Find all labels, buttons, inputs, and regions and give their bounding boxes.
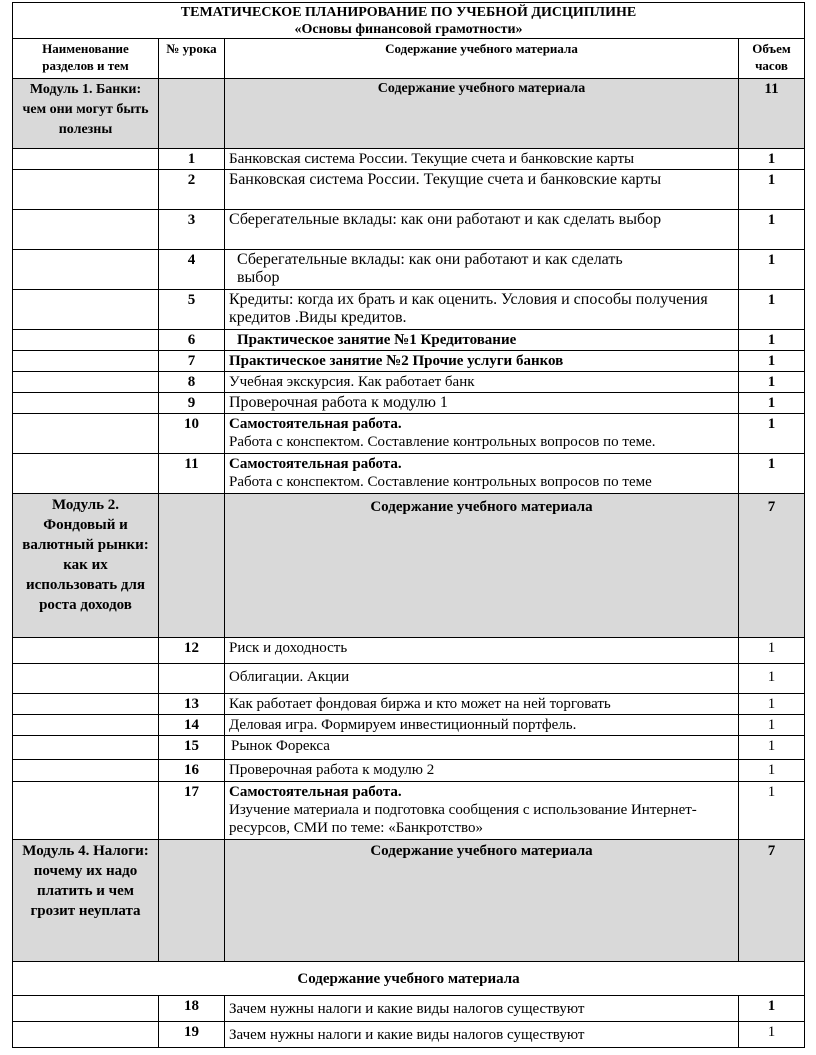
module-4-empty <box>159 840 225 962</box>
section-cell <box>13 638 159 664</box>
lesson-number: 3 <box>159 210 225 250</box>
lesson-number: 15 <box>159 736 225 760</box>
lesson-topic-detail: Работа с конспектом. Составление контрольных вопросов по теме <box>229 474 652 490</box>
lesson-topic: Деловая игра. Формируем инвестиционный портфель. <box>225 715 739 736</box>
section-cell <box>13 372 159 393</box>
module-2-empty <box>159 494 225 638</box>
lesson-hours: 1 <box>739 760 805 782</box>
lesson-topic: Банковская система России. Текущие счета и банковские карты <box>225 149 739 170</box>
title-line-1: ТЕМАТИЧЕСКОЕ ПЛАНИРОВАНИЕ ПО УЧЕБНОЙ ДИСЦИПЛИНЕ <box>180 5 637 20</box>
table-row <box>13 736 805 760</box>
table-row <box>13 210 805 250</box>
lesson-hours: 1 <box>739 694 805 715</box>
lesson-hours: 1 <box>739 715 805 736</box>
lesson-hours: 1 <box>739 393 805 414</box>
lesson-topic: Проверочная работа к модулю 1 <box>225 393 739 414</box>
table-row <box>13 330 805 351</box>
lesson-number: 5 <box>159 290 225 330</box>
table-row <box>13 664 805 694</box>
table-row <box>13 760 805 782</box>
section-cell <box>13 760 159 782</box>
lesson-topic-detail: Работа с конспектом. Составление контрольных вопросов по теме. <box>229 434 656 450</box>
lesson-hours: 1 <box>739 351 805 372</box>
lesson-topic: Учебная экскурсия. Как работает банк <box>225 372 739 393</box>
lesson-hours: 1 <box>739 330 805 351</box>
lesson-hours: 1 <box>739 736 805 760</box>
module-4-hours: 7 <box>739 840 805 962</box>
lesson-number: 6 <box>159 330 225 351</box>
table-row <box>13 351 805 372</box>
lesson-hours: 1 <box>739 210 805 250</box>
module-1-empty <box>159 79 225 149</box>
lesson-hours: 1 <box>739 454 805 494</box>
lesson-number: 18 <box>159 996 225 1022</box>
lesson-topic: Зачем нужны налоги и какие виды налогов существуют <box>225 1022 739 1048</box>
lesson-number <box>159 664 225 694</box>
lesson-number: 11 <box>159 454 225 494</box>
module-4-content-label-row: Содержание учебного материала <box>13 962 805 996</box>
lesson-hours: 1 <box>739 996 805 1022</box>
table-row <box>13 290 805 330</box>
section-cell <box>13 1022 159 1048</box>
section-cell <box>13 250 159 290</box>
lesson-hours: 1 <box>739 414 805 454</box>
lesson-number: 10 <box>159 414 225 454</box>
lesson-topic: Сберегательные вклады: как они работают и как сделать выбор <box>225 210 739 250</box>
section-cell <box>13 149 159 170</box>
table-row <box>13 170 805 210</box>
section-cell <box>13 330 159 351</box>
lesson-hours: 1 <box>739 1022 805 1048</box>
header-content: Содержание учебного материала <box>225 39 739 79</box>
module-4-name: Модуль 4. Налоги: почему их надо платить и чем грозит неуплата <box>13 840 159 962</box>
lesson-topic: Проверочная работа к модулю 2 <box>225 760 739 782</box>
section-cell <box>13 393 159 414</box>
module-2-hours: 7 <box>739 494 805 638</box>
lesson-number: 19 <box>159 1022 225 1048</box>
table-row <box>13 393 805 414</box>
table-row <box>13 715 805 736</box>
lesson-topic: Зачем нужны налоги и какие виды налогов существуют <box>225 996 739 1022</box>
lesson-number: 7 <box>159 351 225 372</box>
lesson-topic-title: Самостоятельная работа. <box>229 784 402 800</box>
module-1-content-label: Содержание учебного материала <box>225 79 739 149</box>
table-row <box>13 250 805 290</box>
lesson-number: 1 <box>159 149 225 170</box>
lesson-hours: 1 <box>739 638 805 664</box>
lesson-topic: Риск и доходность <box>225 638 739 664</box>
lesson-topic <box>225 782 739 840</box>
section-cell <box>13 736 159 760</box>
section-cell <box>13 414 159 454</box>
section-cell <box>13 170 159 210</box>
module-1-hours: 11 <box>739 79 805 149</box>
lesson-number: 16 <box>159 760 225 782</box>
document-title <box>13 3 805 39</box>
lesson-topic-detail: Изучение материала и подготовка сообщения с использование Интернет-ресурсов, СМИ по теме: «Банкротство» <box>229 802 697 836</box>
header-sections: Наименование разделов и тем <box>13 39 159 79</box>
section-cell <box>13 351 159 372</box>
lesson-hours: 1 <box>739 170 805 210</box>
table-row <box>13 372 805 393</box>
title-line-2: «Основы финансовой грамотности» <box>294 22 523 37</box>
module-1-name: Модуль 1. Банки: чем они могут быть полезны <box>13 79 159 149</box>
table-row <box>13 694 805 715</box>
section-cell <box>13 210 159 250</box>
header-lesson-number: № урока <box>159 39 225 79</box>
section-cell <box>13 664 159 694</box>
lesson-number: 9 <box>159 393 225 414</box>
lesson-hours: 1 <box>739 782 805 840</box>
section-cell <box>13 454 159 494</box>
lesson-hours: 1 <box>739 149 805 170</box>
section-cell <box>13 996 159 1022</box>
lesson-topic-title: Самостоятельная работа. <box>229 416 402 432</box>
section-cell <box>13 715 159 736</box>
lesson-hours: 1 <box>739 372 805 393</box>
table-row <box>13 1022 805 1048</box>
lesson-topic: Банковская система России. Текущие счета и банковские карты <box>225 170 739 210</box>
module-2-content-label: Содержание учебного материала <box>225 494 739 638</box>
lesson-topic: Сберегательные вклады: как они работают и как сделать выбор <box>225 250 739 290</box>
lesson-number: 12 <box>159 638 225 664</box>
lesson-topic <box>225 414 739 454</box>
module-2-name: Модуль 2. Фондовый и валютный рынки: как их использовать для роста доходов <box>13 494 159 638</box>
lesson-topic: Рынок Форекса <box>225 736 739 760</box>
section-cell <box>13 782 159 840</box>
lesson-topic: Кредиты: когда их брать и как оценить. Условия и способы получения кредитов .Виды кредитов. <box>225 290 739 330</box>
lesson-number: 14 <box>159 715 225 736</box>
table-row <box>13 782 805 840</box>
lesson-topic-title: Самостоятельная работа. <box>229 456 402 472</box>
table-row <box>13 414 805 454</box>
lesson-number: 4 <box>159 250 225 290</box>
table-row <box>13 996 805 1022</box>
table-row <box>13 454 805 494</box>
table-row <box>13 638 805 664</box>
lesson-hours: 1 <box>739 250 805 290</box>
header-hours: Объем часов <box>739 39 805 79</box>
lesson-number: 13 <box>159 694 225 715</box>
lesson-number: 17 <box>159 782 225 840</box>
lesson-topic: Как работает фондовая биржа и кто может на ней торговать <box>225 694 739 715</box>
table-row <box>13 962 805 996</box>
lesson-hours: 1 <box>739 664 805 694</box>
lesson-number: 2 <box>159 170 225 210</box>
lesson-topic: Практическое занятие №2 Прочие услуги банков <box>225 351 739 372</box>
lesson-topic: Практическое занятие №1 Кредитование <box>225 330 739 351</box>
table-row <box>13 149 805 170</box>
lesson-number: 8 <box>159 372 225 393</box>
section-cell <box>13 694 159 715</box>
section-cell <box>13 290 159 330</box>
lesson-hours: 1 <box>739 290 805 330</box>
lesson-topic: Облигации. Акции <box>225 664 739 694</box>
thematic-plan-table <box>12 2 805 1048</box>
module-4-content-label: Содержание учебного материала <box>225 840 739 962</box>
lesson-topic <box>225 454 739 494</box>
